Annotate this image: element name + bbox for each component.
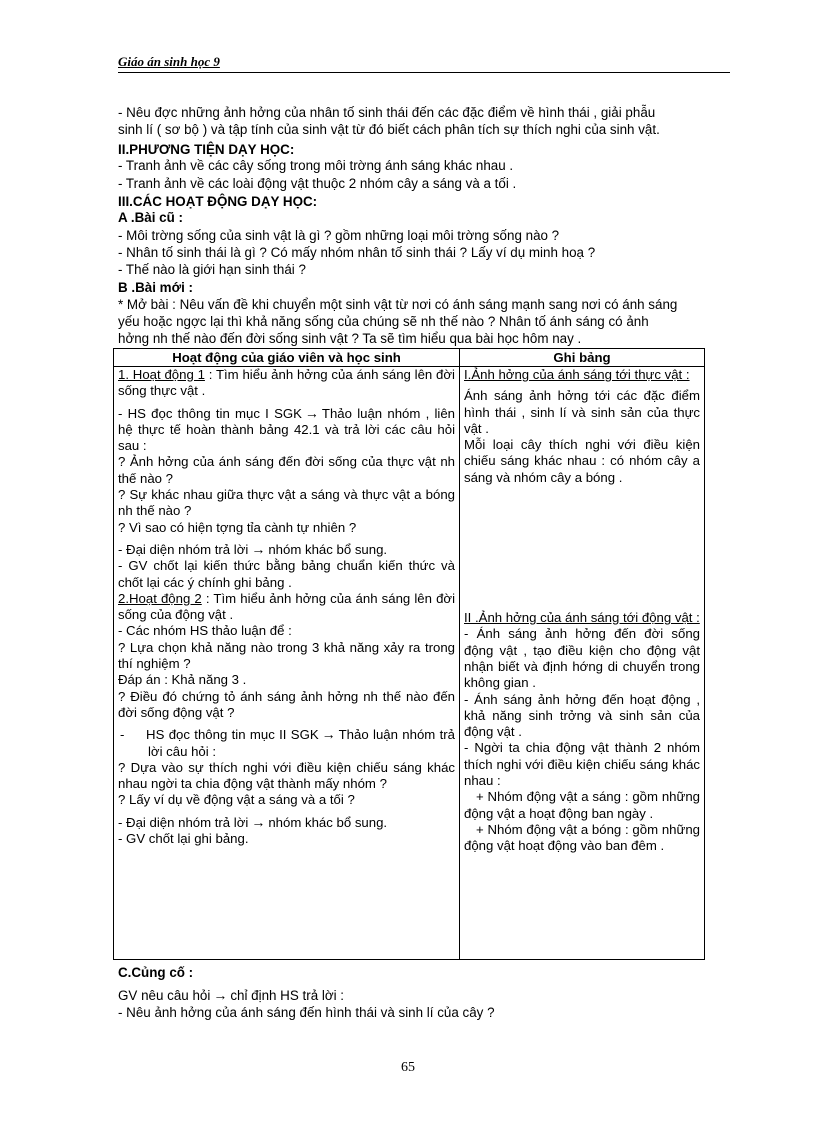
notes-cell xyxy=(460,367,705,960)
section-a-line-3: - Thế nào là giới hạn sinh thái ? xyxy=(118,262,306,277)
table-body-row xyxy=(114,367,705,960)
teacher-summary-2: - GV chốt lại ghi bảng. xyxy=(118,831,249,847)
notes-section-1-para-2: Mỗi loại cây thích nghi với điều kiện chiếu sáng khác nhau : có nhóm cây a sáng và nhóm cây a bóng . xyxy=(464,437,700,485)
group-report-1: - Đại diện nhóm trả lời → nhóm khác bổ sung. xyxy=(118,540,388,557)
teacher-summary-1: - GV chốt lại kiến thức bằng bảng chuẩn kiến thức và chốt lại các ý chính ghi bảng . xyxy=(118,558,455,590)
arrow-right-icon: → xyxy=(321,726,336,743)
discussion-line-4: ? Điều đó chứng tỏ ánh sáng ảnh hởng nh thế nào đến đời sống động vật ? xyxy=(118,688,455,720)
group-report-2: - Đại diện nhóm trả lời → nhóm khác bổ sung. xyxy=(118,813,388,830)
col-header-activities: Hoạt động của giáo viên và học sinh xyxy=(114,349,460,367)
notes-section-2-para-4: + Nhóm động vật a sáng : gồm những động vật a hoạt động ban ngày . xyxy=(464,789,700,821)
section-c-line-2: - Nêu ảnh hởng của ánh sáng đến hình thái và sinh lí của cây ? xyxy=(118,1005,495,1020)
section-b-line-1: * Mở bài : Nêu vấn đề khi chuyển một sinh vật từ nơi có ánh sáng mạnh sang nơi có ánh sáng xyxy=(118,297,678,312)
section-2-line-2: - Tranh ảnh về các loài động vật thuộc 2 nhóm cây a sáng và a tối . xyxy=(118,176,517,191)
notes-section-2-title: II .Ảnh hởng của ánh sáng tới động vật : xyxy=(464,610,700,626)
arrow-right-icon: → xyxy=(304,404,319,421)
discussion-line-2: ? Lựa chọn khả năng nào trong 3 khả năng xảy ra trong thí nghiệm ? xyxy=(118,639,455,672)
section-c-title: C.Củng cố : xyxy=(118,965,194,980)
arrow-right-icon: → xyxy=(251,540,266,557)
section-3-title: III.CÁC HOẠT ĐỘNG DẠY HỌC: xyxy=(118,194,318,209)
activity-1-instruction: - HS đọc thông tin mục I SGK → Thảo luận nhóm , liên hệ thực tế hoàn thành bảng 42.1 và trả lời các câu hỏi sau : xyxy=(118,404,455,454)
table-header-row xyxy=(114,349,705,367)
arrow-right-icon: → xyxy=(251,813,266,830)
notes-section-2-para-5: + Nhóm động vật a bóng : gồm những động vật hoạt động vào ban đêm . xyxy=(464,821,700,854)
page-header-title: Giáo án sinh học 9 xyxy=(118,54,220,69)
question-3: ? Vì sao có hiện tợng tỉa cành tự nhiên ? xyxy=(118,519,357,535)
header-divider xyxy=(118,72,730,73)
section-b-title: B .Bài mới : xyxy=(118,280,193,295)
discussion-line-5: - HS đọc thông tin mục II SGK → Thảo luận nhóm trả lời câu hỏi : xyxy=(120,726,455,759)
section-b-line-3: hởng nh thế nào đến đời sống sinh vật ? Ta sẽ tìm hiểu qua bài học hôm nay . xyxy=(118,331,582,346)
activity-2-heading: 2.Hoạt động 2 : Tìm hiểu ảnh hởng của ánh sáng lên đời sống của động vật . xyxy=(118,590,455,623)
section-a-line-2: - Nhân tố sinh thái là gì ? Có mấy nhóm nhân tố sinh thái ? Lấy ví dụ minh hoạ ? xyxy=(118,245,596,260)
discussion-line-1: - Các nhóm HS thảo luận để : xyxy=(118,623,292,639)
activities-cell xyxy=(114,367,460,960)
intro-line-1: - Nêu đợc những ảnh hởng của nhân tố sinh thái đến các đặc điểm về hình thái , giải phẫu xyxy=(118,105,656,120)
col-header-notes: Ghi bảng xyxy=(460,349,705,367)
section-2-title: II.PHƯƠNG TIỆN DẠY HỌC: xyxy=(118,142,295,157)
section-a-title: A .Bài cũ : xyxy=(118,210,183,225)
notes-section-1-para-1: Ánh sáng ảnh hởng tới các đặc điểm hình thái , sinh lí và sinh sản của thực vật . xyxy=(464,388,700,436)
lesson-table xyxy=(113,348,705,960)
discussion-line-6: ? Dựa vào sự thích nghi với điều kiện chiếu sáng khác nhau ngời ta chia động vật thành mấy nhóm ? xyxy=(118,759,455,792)
question-2: ? Sự khác nhau giữa thực vật a sáng và thực vật a bóng nh thế nào ? xyxy=(118,487,455,519)
question-1: ? Ảnh hởng của ánh sáng đến đời sống của thực vật nh thế nào ? xyxy=(118,454,455,486)
arrow-right-icon: → xyxy=(213,987,228,1003)
notes-section-1-title: I.Ảnh hởng của ánh sáng tới thực vật : xyxy=(464,367,690,382)
notes-section-2-para-1: - Ánh sáng ảnh hởng đến đời sống động vật , tạo điều kiện cho động vật nhận biết và định hớng di chuyển trong không gian . xyxy=(464,626,700,691)
page-number: 65 xyxy=(401,1060,415,1075)
discussion-answer: Đáp án : Khả năng 3 . xyxy=(118,672,247,688)
section-b-line-2: yếu hoặc ngợc lại thì khả năng sống của chúng sẽ nh thế nào ? Nhân tố ánh sáng có ảnh xyxy=(118,314,649,329)
activity-1-heading: 1. Hoạt động 1 : Tìm hiểu ảnh hởng của ánh sáng lên đời sống thực vật . xyxy=(118,367,455,399)
section-c-line-1: GV nêu câu hỏi → chỉ định HS trả lời : xyxy=(118,987,345,1003)
notes-section-2-para-2: - Ánh sáng ảnh hởng đến hoạt động , khả năng sinh trởng và sinh sản của động vật . xyxy=(464,691,700,740)
section-2-line-1: - Tranh ảnh về các cây sống trong môi trờng ánh sáng khác nhau . xyxy=(118,158,514,173)
intro-line-2: sinh lí ( sơ bộ ) và tập tính của sinh vật từ đó biết cách phân tích sự thích nghi của sinh vật. xyxy=(118,122,660,137)
section-a-line-1: - Môi trờng sống của sinh vật là gì ? gồm những loại môi trờng sống nào ? xyxy=(118,228,560,243)
notes-section-2-para-3: - Ngời ta chia động vật thành 2 nhóm thích nghi với điều kiện chiếu sáng khác nhau : xyxy=(464,740,700,789)
discussion-line-7: ? Lấy ví dụ về động vật a sáng và a tối ? xyxy=(118,792,355,808)
